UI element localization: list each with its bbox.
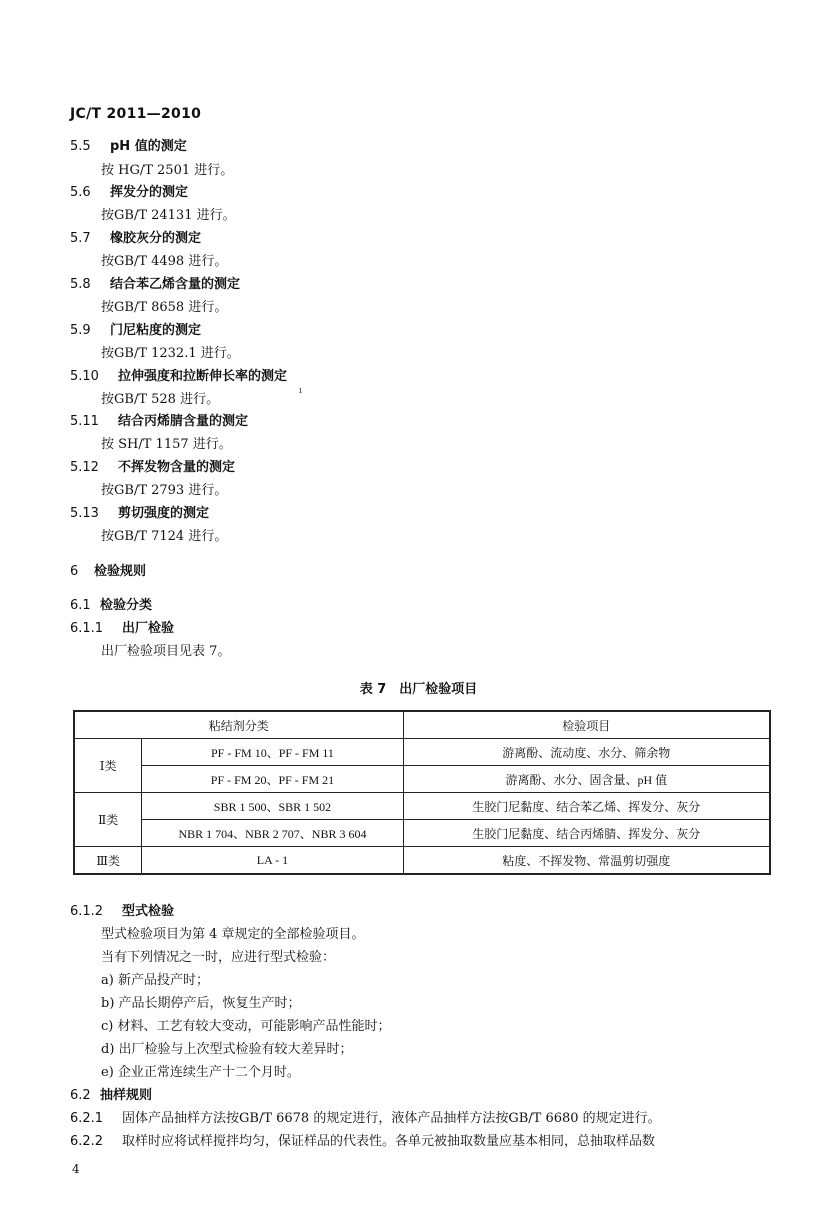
section-title: 挥发分的测定 [110, 185, 189, 200]
section-number: 5.6 [70, 185, 91, 200]
table-row [74, 820, 770, 847]
table-class-cell: Ⅰ类 [74, 739, 142, 793]
section-5-5-text: 按 HG/T 2501 进行。 [101, 163, 234, 178]
section-number: 6.1.1 [70, 621, 104, 636]
section-6-1-2-paragraph: 当有下列情况之一时，应进行型式检验： [101, 950, 336, 965]
section-5-13-heading [70, 506, 209, 522]
section-5-8-text: 按GB/T 8658 进行。 [101, 300, 228, 315]
list-item: e) 企业正常连续生产十二个月时。 [101, 1065, 300, 1080]
section-number: 5.7 [70, 231, 91, 246]
table-type-cell: LA - 1 [142, 847, 403, 875]
section-5-8-heading [70, 277, 240, 293]
section-6-2-heading [70, 1088, 152, 1104]
table-header-cell: 检验项目 [403, 711, 770, 739]
table-type-cell: PF - FM 20、PF - FM 21 [142, 766, 403, 793]
table-items-cell: 游离酚、流动度、水分、筛余物 [403, 739, 770, 766]
section-number: 6 [70, 564, 79, 579]
section-title: 门尼粘度的测定 [110, 323, 202, 338]
table-type-cell: SBR 1 500、SBR 1 502 [142, 793, 403, 820]
section-title: 不挥发物含量的测定 [118, 460, 236, 475]
table-items-cell: 游离酚、水分、固含量、pH 值 [403, 766, 770, 793]
section-number: 5.11 [70, 414, 99, 429]
section-5-10-heading [70, 369, 287, 385]
list-item: c) 材料、工艺有较大变动，可能影响产品性能时； [101, 1019, 391, 1034]
section-title: 抽样规则 [100, 1088, 153, 1103]
section-number: 5.9 [70, 323, 91, 338]
section-number: 6.2 [70, 1088, 91, 1103]
section-5-9-heading [70, 323, 201, 339]
section-title: 结合丙烯腈含量的测定 [118, 414, 249, 429]
section-body: 取样时应将试样搅拌均匀，保证样品的代表性。各单元被抽取数量应基本相同，总抽取样品数 [122, 1134, 656, 1149]
section-5-12-heading [70, 460, 235, 476]
section-title: 出厂检验 [122, 621, 175, 636]
table-row [74, 766, 770, 793]
section-6-1-2-paragraph: 型式检验项目为第 4 章规定的全部检验项目。 [101, 927, 365, 942]
stray-mark: ı [299, 386, 302, 396]
section-5-11-heading [70, 414, 248, 430]
section-number: 6.1.2 [70, 904, 104, 919]
table-items-cell: 生胶门尼黏度、结合丙烯腈、挥发分、灰分 [403, 820, 770, 847]
table-items-cell: 粘度、不挥发物、常温剪切强度 [403, 847, 770, 875]
section-5-10-text: 按GB/T 528 进行。 [101, 392, 220, 407]
section-title: 型式检验 [122, 904, 175, 919]
section-5-5-heading [70, 139, 187, 155]
section-body: 固体产品抽样方法按GB/T 6678 的规定进行，液体产品抽样方法按GB/T 6680 的规定进行。 [122, 1111, 661, 1126]
list-item: b) 产品长期停产后，恢复生产时； [101, 996, 301, 1011]
table-type-cell: PF - FM 10、PF - FM 11 [142, 739, 403, 766]
section-6-1-2-heading [70, 904, 174, 920]
standard-header: JC/T 2011—2010 [70, 106, 202, 122]
table-row [74, 739, 770, 766]
table-row [74, 793, 770, 820]
section-5-7-heading [70, 231, 201, 247]
section-5-7-text: 按GB/T 4498 进行。 [101, 254, 228, 269]
page-number: 4 [72, 1162, 80, 1176]
section-number: 5.13 [70, 506, 99, 521]
section-number: 5.8 [70, 277, 91, 292]
section-title: 检验规则 [94, 564, 147, 579]
section-number: 6.2.2 [70, 1134, 104, 1149]
section-title: 橡胶灰分的测定 [110, 231, 202, 246]
section-number: 6.1 [70, 598, 91, 613]
table-class-cell: Ⅱ类 [74, 793, 142, 847]
section-title: 结合苯乙烯含量的测定 [110, 277, 241, 292]
section-6-1-1-text: 出厂检验项目见表 7。 [101, 644, 231, 659]
section-number: 5.12 [70, 460, 99, 475]
table-header-cell: 粘结剂分类 [74, 711, 403, 739]
section-title: pH 值的测定 [110, 139, 187, 154]
section-6-2-2-text [70, 1134, 655, 1150]
section-5-6-text: 按GB/T 24131 进行。 [101, 208, 236, 223]
section-5-11-text: 按 SH/T 1157 进行。 [101, 437, 232, 452]
section-number: 6.2.1 [70, 1111, 104, 1126]
list-item: d) 出厂检验与上次型式检验有较大差异时； [101, 1042, 353, 1057]
table-caption: 表 7 出厂检验项目 [359, 682, 478, 697]
table-items-cell: 生胶门尼黏度、结合苯乙烯、挥发分、灰分 [403, 793, 770, 820]
chapter-6-heading [70, 564, 146, 580]
section-title: 检验分类 [100, 598, 153, 613]
table-type-cell: NBR 1 704、NBR 2 707、NBR 3 604 [142, 820, 403, 847]
section-number: 5.10 [70, 369, 99, 384]
section-6-1-heading [70, 598, 152, 614]
table-header-row [74, 711, 770, 739]
section-title: 拉伸强度和拉断伸长率的测定 [118, 369, 288, 384]
section-5-12-text: 按GB/T 2793 进行。 [101, 483, 228, 498]
inspection-items-table [73, 710, 771, 875]
section-5-9-text: 按GB/T 1232.1 进行。 [101, 346, 240, 361]
section-5-13-text: 按GB/T 7124 进行。 [101, 529, 228, 544]
section-5-6-heading [70, 185, 188, 201]
list-item: a) 新产品投产时； [101, 973, 209, 988]
section-title: 剪切强度的测定 [118, 506, 210, 521]
section-6-2-1-text [70, 1111, 661, 1127]
table-class-cell: Ⅲ类 [74, 847, 142, 875]
section-number: 5.5 [70, 139, 91, 154]
section-6-1-1-heading [70, 621, 174, 637]
table-row [74, 847, 770, 875]
